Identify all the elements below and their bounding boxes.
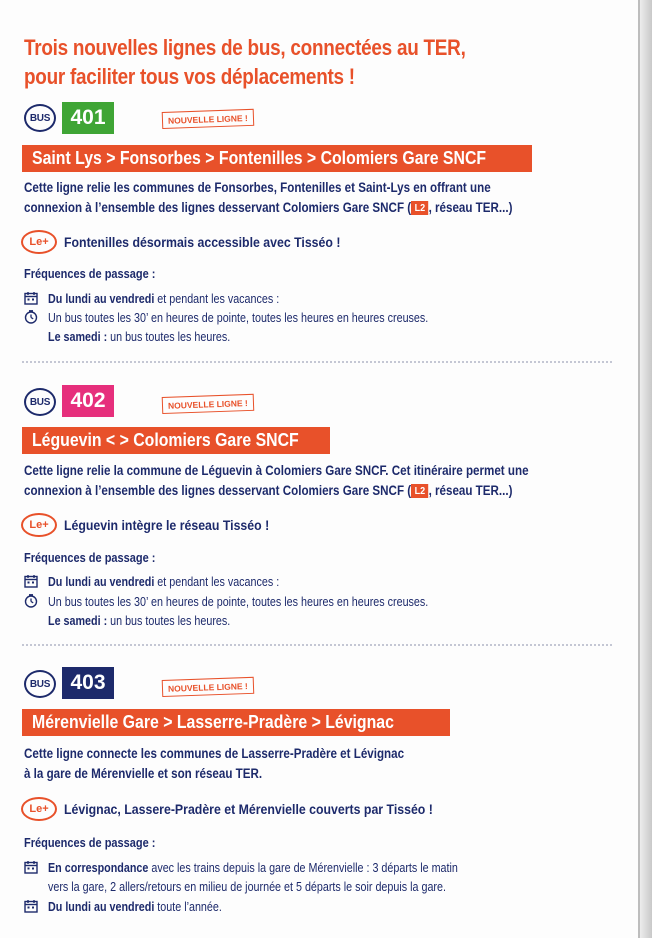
line-description: Cette ligne relie les communes de Fonsorbes, Fontenilles et Saint-Lys en offrant une connexion à l’ensemble des lignes desservant Colomiers Gare SNCF ( L2 , réseau TER...) [24, 180, 513, 215]
new-line-stamp: NOUVELLE LIGNE ! [162, 109, 254, 129]
le-plus-highlight: Léguevin intègre le réseau Tisséo ! [64, 517, 270, 533]
line-number-badge: 401 [62, 102, 114, 134]
clock-icon [24, 310, 38, 324]
clock-icon [24, 594, 38, 608]
l2-badge: L2 [411, 484, 428, 498]
page-headline [24, 33, 506, 91]
bus-round-icon: BUS [24, 104, 56, 132]
l2-badge: L2 [411, 201, 428, 215]
new-line-stamp: NOUVELLE LIGNE ! [162, 677, 254, 697]
section-divider [22, 361, 612, 363]
new-line-stamp: NOUVELLE LIGNE ! [162, 394, 254, 414]
frequency-title: Fréquences de passage : [24, 551, 156, 565]
frequency-saturday: Le samedi : un bus toutes les heures. [48, 330, 231, 344]
frequency-peak-hours: Un bus toutes les 30’ en heures de pointe, toutes les heures en heures creuses. [48, 311, 429, 325]
headline-line-1: Trois nouvelles lignes de bus, connectées au TER, [24, 35, 466, 60]
section-divider [22, 644, 612, 646]
frequency-weekdays: Du lundi au vendredi et pendant les vacances : [48, 292, 280, 306]
route-banner: Saint Lys > Fonsorbes > Fontenilles > Colomiers Gare SNCF [22, 145, 532, 172]
frequency-weekdays: Du lundi au vendredi toute l’année. [48, 900, 222, 914]
frequency-title: Fréquences de passage : [24, 267, 156, 281]
line-description: Cette ligne relie la commune de Léguevin à Colomiers Gare SNCF. Cet itinéraire permet une connexion à l’ensemble des lignes desservant Colomiers Gare SNCF ( L2 , réseau TER...) [24, 463, 529, 498]
le-plus-icon: Le+ [21, 513, 57, 537]
bus-round-icon: BUS [24, 670, 56, 698]
le-plus-highlight: Lévignac, Lassere-Pradère et Mérenvielle couverts par Tisséo ! [64, 801, 433, 817]
le-plus-highlight: Fontenilles désormais accessible avec Tisséo ! [64, 234, 341, 250]
calendar-icon [24, 574, 38, 588]
frequency-saturday: Le samedi : un bus toutes les heures. [48, 614, 231, 628]
frequency-correspondence: En correspondance avec les trains depuis la gare de Mérenvielle : 3 départs le matin [48, 861, 458, 875]
line-number-badge: 402 [62, 385, 114, 417]
route-banner: Mérenvielle Gare > Lasserre-Pradère > Lévignac [22, 709, 450, 736]
le-plus-icon: Le+ [21, 797, 57, 821]
frequency-title: Fréquences de passage : [24, 836, 156, 850]
frequency-peak-hours: Un bus toutes les 30’ en heures de pointe, toutes les heures en heures creuses. [48, 595, 429, 609]
bus-round-icon: BUS [24, 388, 56, 416]
page-binding-edge [638, 0, 652, 938]
line-description: Cette ligne connecte les communes de Lasserre-Pradère et Lévignac à la gare de Mérenvielle et son réseau TER. [24, 746, 405, 781]
line-number-badge: 403 [62, 667, 114, 699]
calendar-icon [24, 860, 38, 874]
frequency-weekdays: Du lundi au vendredi et pendant les vacances : [48, 575, 280, 589]
route-banner: Léguevin < > Colomiers Gare SNCF [22, 427, 330, 454]
headline-line-2: pour faciliter tous vos déplacements ! [24, 64, 355, 89]
calendar-icon [24, 899, 38, 913]
calendar-icon [24, 291, 38, 305]
le-plus-icon: Le+ [21, 230, 57, 254]
frequency-correspondence-detail: vers la gare, 2 allers/retours en milieu de journée et 5 départs le soir depuis la gare. [48, 880, 446, 894]
